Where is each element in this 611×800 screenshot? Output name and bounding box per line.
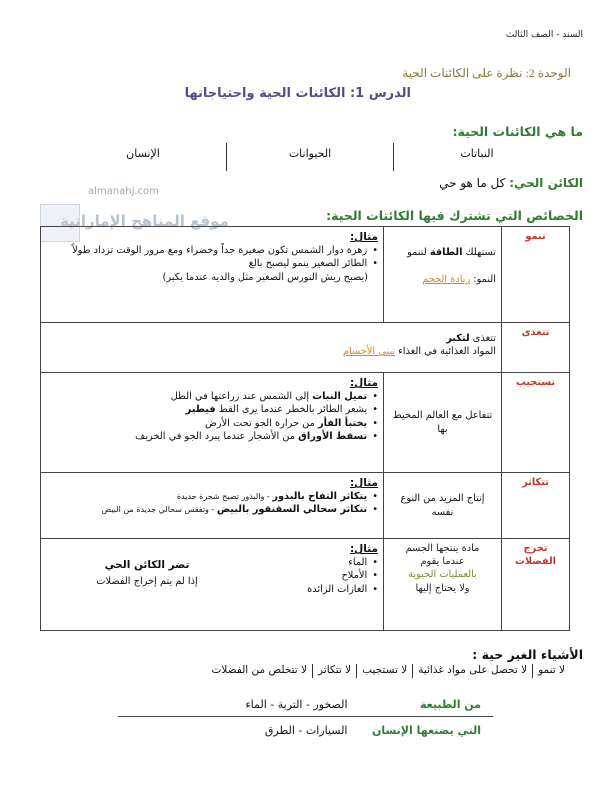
definition-label: الكائن الحي: — [509, 176, 583, 190]
table-row — [41, 473, 570, 539]
source-divider — [118, 716, 493, 717]
respond-examples — [41, 373, 384, 473]
type-divider — [393, 143, 394, 171]
nature-label: من الطبيعة — [419, 698, 481, 711]
property-feed: تتغذى — [502, 323, 570, 373]
grow-examples — [41, 227, 384, 323]
reproduce-description: إنتاج المزيد من النوع نفسه — [384, 473, 502, 539]
properties-question: الخصائص التي تشترك فيها الكائنات الحية: — [326, 208, 583, 223]
respond-example-1 — [46, 390, 378, 403]
source-nature-row — [245, 698, 481, 711]
respond-example-4-bold: تسقط الأوراق — [298, 430, 368, 442]
nonliving-item: لا تحصل على مواد غذائية — [418, 664, 528, 676]
grow-example-2: • الطائر الصغير ينمو ليصبح بالغ — [46, 257, 378, 270]
waste-example-3: • الغازات الزائدة — [248, 583, 378, 596]
nature-items: الصخور - التربة - الماء — [245, 698, 348, 711]
type-divider — [226, 143, 227, 171]
definition-text: كل ما هو حي — [439, 176, 506, 190]
waste-harm-text: إذا لم يتم إخراج الفضلات — [96, 576, 198, 588]
subject-header: السند - الصف الثالث — [505, 30, 583, 40]
grow-desc-end: لتنمو — [407, 247, 430, 258]
waste-example-2: • الأملاح — [248, 569, 378, 582]
type-animals: الحيوانات — [288, 147, 332, 160]
feed-line2: المواد الغذائية في الغذاء — [395, 346, 496, 358]
respond-example-2-bold: فيطير — [185, 404, 216, 416]
property-respond: تستجيب — [502, 373, 570, 473]
respond-example-3-text: من حرارة الجو تحت الأرض — [205, 417, 318, 429]
property-reproduce: تتكاثر — [502, 473, 570, 539]
type-plants: النباتات — [460, 147, 494, 160]
table-row — [41, 373, 570, 473]
source-human-row — [265, 724, 481, 737]
properties-table — [40, 226, 570, 631]
reproduce-example-1-bold: يتكاثر التفاح بالبذور — [272, 491, 368, 503]
grow-desc-text: تستهلك — [462, 247, 496, 258]
feed-description — [41, 323, 502, 373]
respond-example-4 — [46, 430, 378, 443]
human-items: السيارات - الطرق — [264, 724, 348, 737]
respond-example-4-text: من الأشجار عندما يبرد الجو في الخريف — [135, 430, 299, 442]
respond-example-3 — [46, 417, 378, 430]
waste-desc-4: ولا يحتاج إليها — [415, 582, 470, 594]
nonliving-divider — [412, 664, 413, 678]
reproduce-example-2 — [46, 503, 378, 516]
grow-example-note: (يصبح ريش النورس الصغير مثل والديه عندما يكبر) — [162, 271, 368, 283]
lesson-title: الدرس 1: الكائنات الحية واحتياجاتها — [184, 86, 411, 101]
nonliving-divider — [312, 664, 313, 678]
nonliving-title: الأشياء الغير حية : — [472, 647, 583, 662]
living-types-question: ما هي الكائنات الحية: — [452, 124, 583, 139]
nonliving-row — [40, 664, 570, 678]
property-waste: تخرج الفضلات — [502, 539, 570, 631]
respond-example-2-text: يشعر الطائر بالخطر عندما يرى القط — [215, 404, 368, 416]
feed-line1-bold: لتكبر — [446, 333, 470, 344]
reproduce-example-2-note: - وتفقس سحالي جديدة من البيض — [101, 505, 217, 515]
type-humans: الإنسان — [126, 147, 160, 160]
respond-example-3-bold: يختبأ الفأر — [317, 417, 368, 429]
waste-example-1: • الماء — [248, 556, 378, 569]
nonliving-item: لا تتكاثر — [318, 664, 352, 676]
watermark-url: almanahj.com — [88, 186, 159, 197]
grow-description — [384, 227, 502, 323]
feed-line1: تتغذى — [469, 333, 496, 344]
example-label: مثال: — [349, 231, 378, 243]
reproduce-example-2-bold: تتكاثر سحالي السقنقور بالبيض — [216, 504, 368, 516]
respond-example-1-text: إلى الشمس عند زراعتها في الظل — [170, 391, 313, 403]
growth-label: النمو: — [470, 274, 496, 286]
respond-example-2 — [46, 403, 378, 416]
waste-desc-2: عندما يقوم — [420, 556, 465, 568]
growth-value: زيادة الحجم — [422, 274, 471, 286]
nonliving-divider — [532, 664, 533, 678]
living-types-row — [60, 141, 560, 173]
property-grow: تنمو — [502, 227, 570, 323]
waste-examples — [41, 539, 384, 631]
example-label: مثال: — [349, 477, 378, 489]
table-row — [41, 323, 570, 373]
waste-desc-1: مادة ينتجها الجسم — [405, 543, 480, 554]
table-row — [41, 227, 570, 323]
living-definition — [439, 176, 583, 190]
grow-example-1: • زهرة دوار الشمس تكون صغيرة جداً وخضراء ومع مرور الوقت تزداد طولاً — [46, 244, 378, 257]
waste-desc-3: بالعمليات الحيوية — [408, 569, 477, 581]
respond-description: تتفاعل مع العالم المحيط بها — [384, 373, 502, 473]
reproduce-examples — [41, 473, 384, 539]
feed-line2-highlight: تبني الأجسام — [342, 346, 396, 358]
grow-desc-energy: الطاقة — [429, 247, 463, 258]
human-label: التي يصنعها الإنسان — [371, 724, 481, 737]
table-row — [41, 539, 570, 631]
respond-example-1-bold: تميل النبات — [312, 391, 368, 403]
reproduce-example-1-note: - والبذور تصبح شجرة جديدة — [176, 492, 273, 502]
example-label: مثال: — [349, 377, 378, 389]
nonliving-item: لا تستجيب — [362, 664, 408, 676]
reproduce-example-1 — [46, 490, 378, 503]
nonliving-item: لا تنمو — [538, 664, 565, 676]
watermark-text: موقع المناهج الإماراتية — [60, 212, 229, 230]
waste-description — [384, 539, 502, 631]
nonliving-divider — [356, 664, 357, 678]
example-label: مثال: — [349, 543, 378, 555]
unit-title: الوحدة 2: نظرة على الكائنات الحية — [402, 66, 571, 80]
nonliving-item: لا تتخلص من الفضلات — [211, 664, 308, 676]
waste-harm-title: تضر الكائن الحي — [104, 559, 190, 571]
